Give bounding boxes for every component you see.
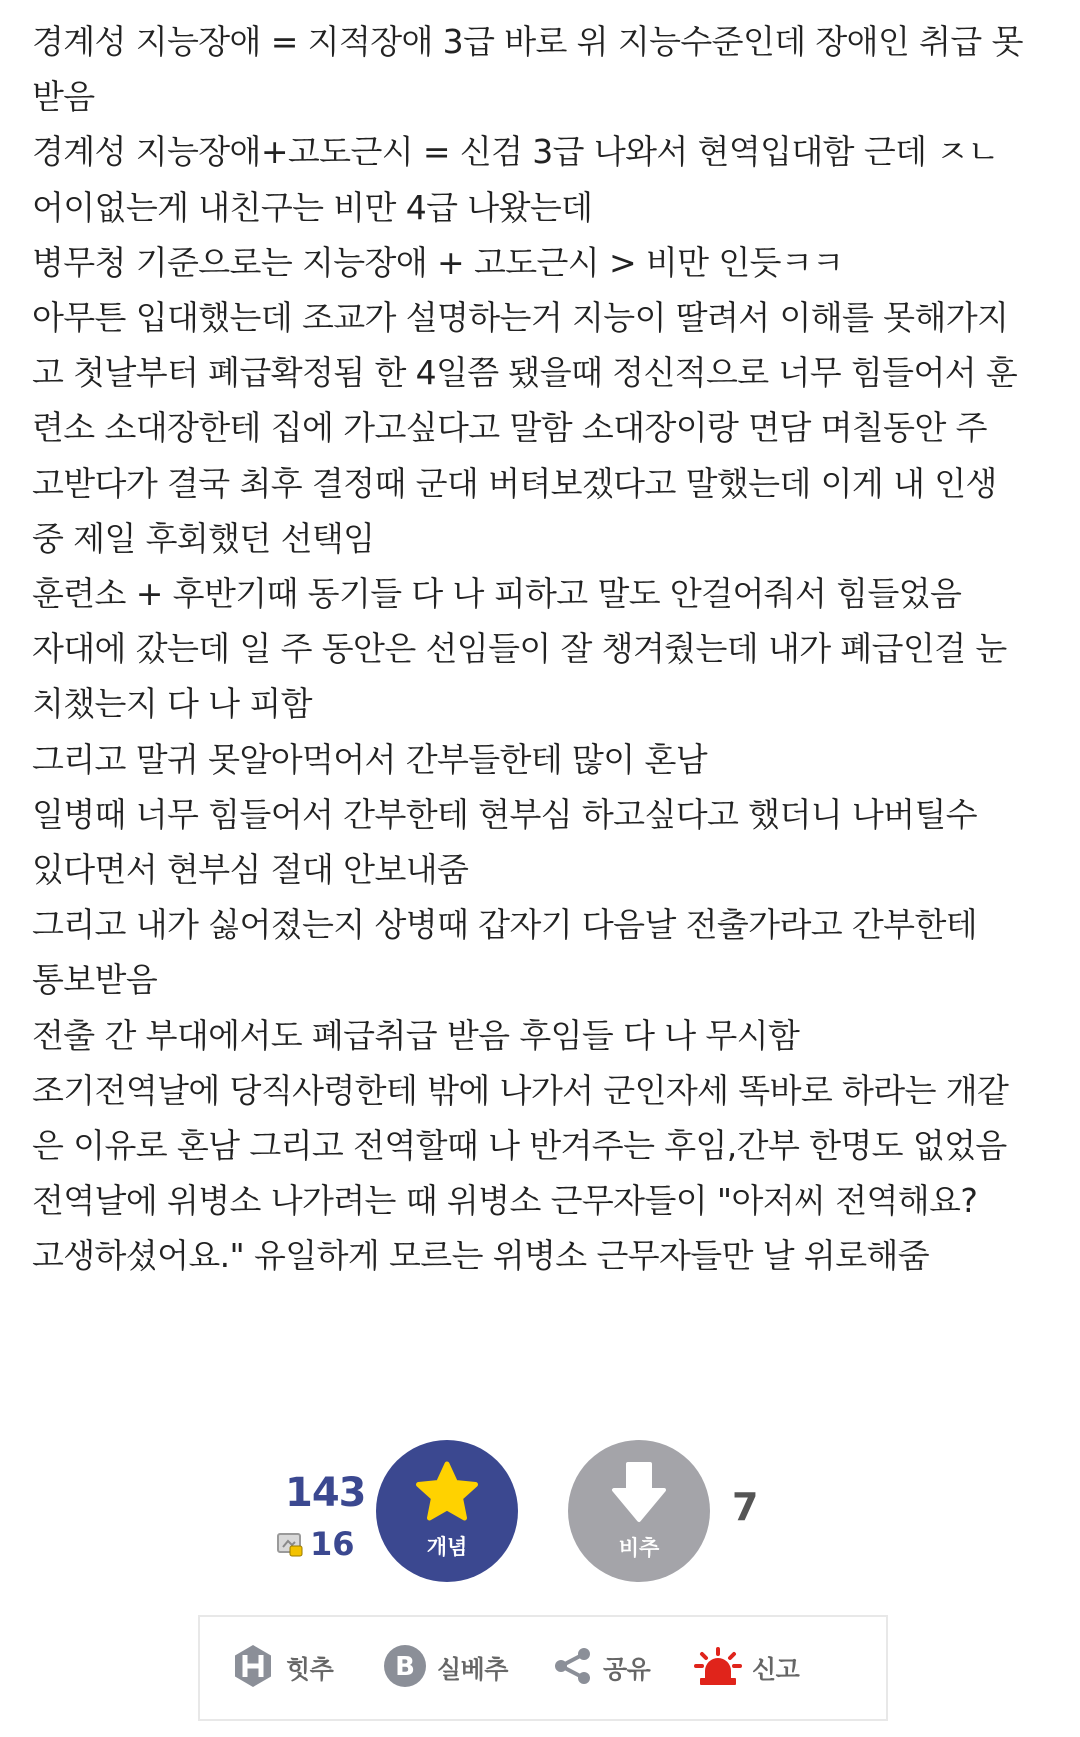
post-body: [32, 14, 1052, 1284]
arrow-down-icon: [609, 1460, 669, 1528]
post-line: 그리고 내가 싫어졌는지 상병때 갑자기 다음날 전출가라고 간부한테: [32, 905, 978, 945]
downvote-label: 비추: [618, 1536, 660, 1560]
report-label: 신고: [752, 1655, 800, 1684]
share-icon: [553, 1646, 593, 1690]
post-line: 있다면서 현부심 절대 안보내줌: [32, 850, 469, 890]
post-line: 받음: [32, 77, 95, 117]
mobile-vote-icon: [276, 1530, 304, 1558]
best-recommend-button[interactable]: [383, 1617, 508, 1719]
post-line: 치챘는지 다 나 피함: [32, 684, 312, 724]
svg-text:B: B: [395, 1652, 415, 1682]
post-line: 은 이유로 혼남 그리고 전역할때 나 반겨주는 후임,간부 한명도 없었음: [32, 1126, 1007, 1166]
post-line: 그리고 말귀 못알아먹어서 간부들한테 많이 혼남: [32, 739, 708, 779]
post-line: 아무튼 입대했는데 조교가 설명하는거 지능이 딸려서 이해를 못해가지: [32, 298, 1009, 338]
mobile-upvote-value: 16: [310, 1525, 355, 1563]
post-line: 련소 소대장한테 집에 가고싶다고 말함 소대장이랑 면담 며칠동안 주: [32, 408, 987, 448]
post-line: 경계성 지능장애 = 지적장애 3급 바로 위 지능수준인데 장애인 취급 못: [32, 22, 1023, 61]
post-line: 고받다가 결국 최후 결정때 군대 버텨보겠다고 말했는데 이게 내 인생: [32, 463, 997, 503]
upvote-count: 143: [285, 1470, 366, 1516]
post-line: 병무청 기준으로는 지능장애 + 고도근시 > 비만 인듯ㅋㅋ: [32, 242, 844, 282]
vote-area: [0, 1440, 1080, 1590]
post-line: 고 첫날부터 폐급확정됨 한 4일쯤 됐을때 정신적으로 너무 힘들어서 훈: [32, 353, 1018, 393]
report-button[interactable]: [694, 1617, 799, 1719]
hit-h-icon: [230, 1643, 276, 1693]
post-line: 전출 간 부대에서도 폐급취급 받음 후임들 다 나 무시함: [32, 1015, 800, 1055]
post-line: 고생하셨어요." 유일하게 모르는 위병소 근무자들만 날 위로해줌: [32, 1236, 930, 1276]
downvote-count: 7: [732, 1485, 759, 1529]
post-line: 경계성 지능장애+고도근시 = 신검 3급 나와서 현역입대함 근데 ㅈㄴ: [32, 132, 999, 172]
post-line: 자대에 갔는데 일 주 동안은 선임들이 잘 챙겨줬는데 내가 폐급인걸 눈: [32, 629, 1007, 669]
downvote-button[interactable]: [568, 1440, 710, 1582]
share-button[interactable]: [553, 1617, 650, 1719]
post-line: 조기전역날에 당직사령한테 밖에 나가서 군인자세 똑바로 하라는 개같: [32, 1070, 1009, 1110]
upvote-button[interactable]: [376, 1440, 518, 1582]
best-recommend-label: 실베추: [437, 1655, 508, 1684]
best-b-icon: [383, 1644, 427, 1692]
hit-recommend-label: 힛추: [286, 1655, 334, 1684]
star-icon: [415, 1461, 479, 1527]
post-action-bar: [198, 1615, 888, 1721]
post-line: 전역날에 위병소 나가려는 때 위병소 근무자들이 "아저씨 전역해요?: [32, 1181, 978, 1221]
post-line: 통보받음: [32, 960, 158, 1000]
upvote-label: 개념: [426, 1535, 468, 1559]
post-line: 어이없는게 내친구는 비만 4급 나왔는데: [32, 187, 593, 227]
hit-recommend-button[interactable]: [230, 1617, 333, 1719]
siren-icon: [694, 1645, 742, 1691]
post-line: 일병때 너무 힘들어서 간부한테 현부심 하고싶다고 했더니 나버틸수: [32, 794, 978, 834]
post-line: 훈련소 + 후반기때 동기들 다 나 피하고 말도 안걸어줘서 힘들었음: [32, 574, 962, 614]
post-line: 중 제일 후회했던 선택임: [32, 518, 375, 558]
mobile-upvote-count: [276, 1525, 355, 1563]
share-label: 공유: [603, 1655, 651, 1684]
